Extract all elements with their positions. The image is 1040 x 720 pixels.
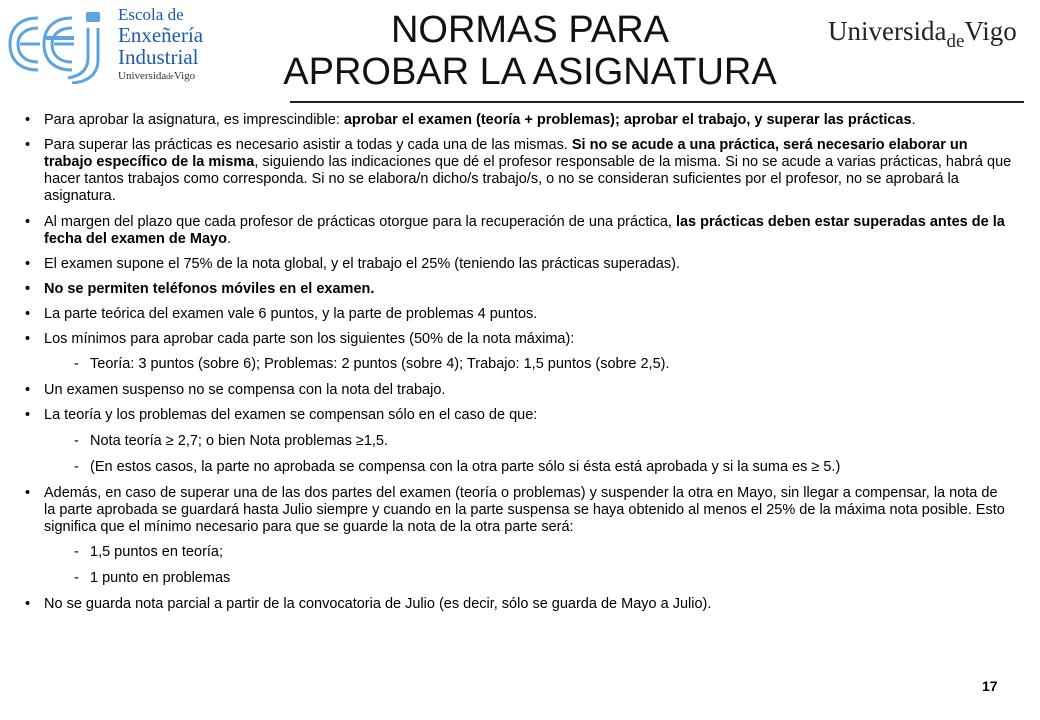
bullet-item: • Al margen del plazo que cada profesor de prácticas otorgue para la recuperación de una práctica, las prácticas deben estar superadas antes de la fecha del examen de Mayo. bbox=[22, 214, 1012, 248]
page-title bbox=[240, 10, 820, 94]
bullet-item: • No se guarda nota parcial a partir de la convocatoria de Julio (es decir, sólo se guarda de Mayo a Julio). bbox=[22, 596, 1012, 613]
uvigo-logo-part3: Vigo bbox=[964, 16, 1017, 46]
title-line1: NORMAS PARA bbox=[390, 9, 669, 51]
bullet-item: • El examen supone el 75% de la nota global, y el trabajo el 25% (teniendo las prácticas superadas). bbox=[22, 256, 1012, 273]
bullet-item: • Para aprobar la asignatura, es imprescindible: aprobar el examen (teoría + problemas); aprobar el trabajo, y superar las prácticas. bbox=[22, 112, 1012, 129]
bullet-item: • Además, en caso de superar una de las dos partes del examen (teoría o problemas) y suspender la otra en Mayo, sin llegar a compensar, la nota de la parte aprobada se guardará hasta Julio siempre y cuando en la parte suspensa se haya obtenido al menos el 25% de la máxima nota posible. Esto significa que el mínimo necesario para que se guarde la nota de la otra parte será: bbox=[22, 485, 1012, 536]
eei-logo-line1: Escola de bbox=[118, 5, 184, 24]
sub-item: - 1,5 puntos en teoría; bbox=[22, 544, 1012, 561]
sub-item: - Nota teoría ≥ 2,7; o bien Nota problemas ≥1,5. bbox=[22, 433, 1012, 450]
rules-list bbox=[22, 112, 1012, 621]
sub-item: - Teoría: 3 puntos (sobre 6); Problemas: 2 puntos (sobre 4); Trabajo: 1,5 puntos (sobre 2,5). bbox=[22, 356, 1012, 373]
uvigo-logo-part2: de bbox=[946, 31, 965, 52]
bullet-item: • La teoría y los problemas del examen se compensan sólo en el caso de que: bbox=[22, 407, 1012, 424]
bullet-item: • Un examen suspenso no se compensa con la nota del trabajo. bbox=[22, 382, 1012, 399]
uvigo-logo-part1: Universida bbox=[828, 16, 947, 46]
eei-logo-line2: Enxeñería bbox=[118, 23, 204, 47]
bullet-item: • Para superar las prácticas es necesario asistir a todas y cada una de las mismas. Si no se acude a una práctica, será necesario elaborar un trabajo específico de la misma, siguiendo las indicaciones que dé el profesor responsable de la misma. Si no se acude a varias prácticas, habrá que hacer tantos trabajos como corresponda. Si no se elabora/n dicho/s trabajo/s, o no se consideran suficientes por el profesor, no se aprobará la asignatura. bbox=[22, 137, 1012, 205]
page-number: 17 bbox=[982, 678, 998, 694]
uvigo-logo bbox=[828, 16, 1017, 52]
bullet-item: • Los mínimos para aprobar cada parte son los siguientes (50% de la nota máxima): bbox=[22, 331, 1012, 348]
sub-item: - 1 punto en problemas bbox=[22, 570, 1012, 587]
eei-logo bbox=[6, 4, 231, 86]
title-underline bbox=[290, 101, 1024, 103]
eei-logo-text bbox=[118, 6, 203, 82]
bullet-item: • No se permiten teléfonos móviles en el examen. bbox=[22, 281, 1012, 298]
title-line2: APROBAR LA ASIGNATURA bbox=[283, 50, 777, 93]
bullet-item: • La parte teórica del examen vale 6 puntos, y la parte de problemas 4 puntos. bbox=[22, 306, 1012, 323]
eei-logo-mark-icon bbox=[6, 6, 114, 84]
eei-logo-line4: UniversidadeVigo bbox=[118, 70, 196, 82]
eei-logo-line3: Industrial bbox=[118, 45, 199, 69]
sub-item: - (En estos casos, la parte no aprobada se compensa con la otra parte sólo si ésta está aprobada y si la suma es ≥ 5.) bbox=[22, 459, 1012, 476]
